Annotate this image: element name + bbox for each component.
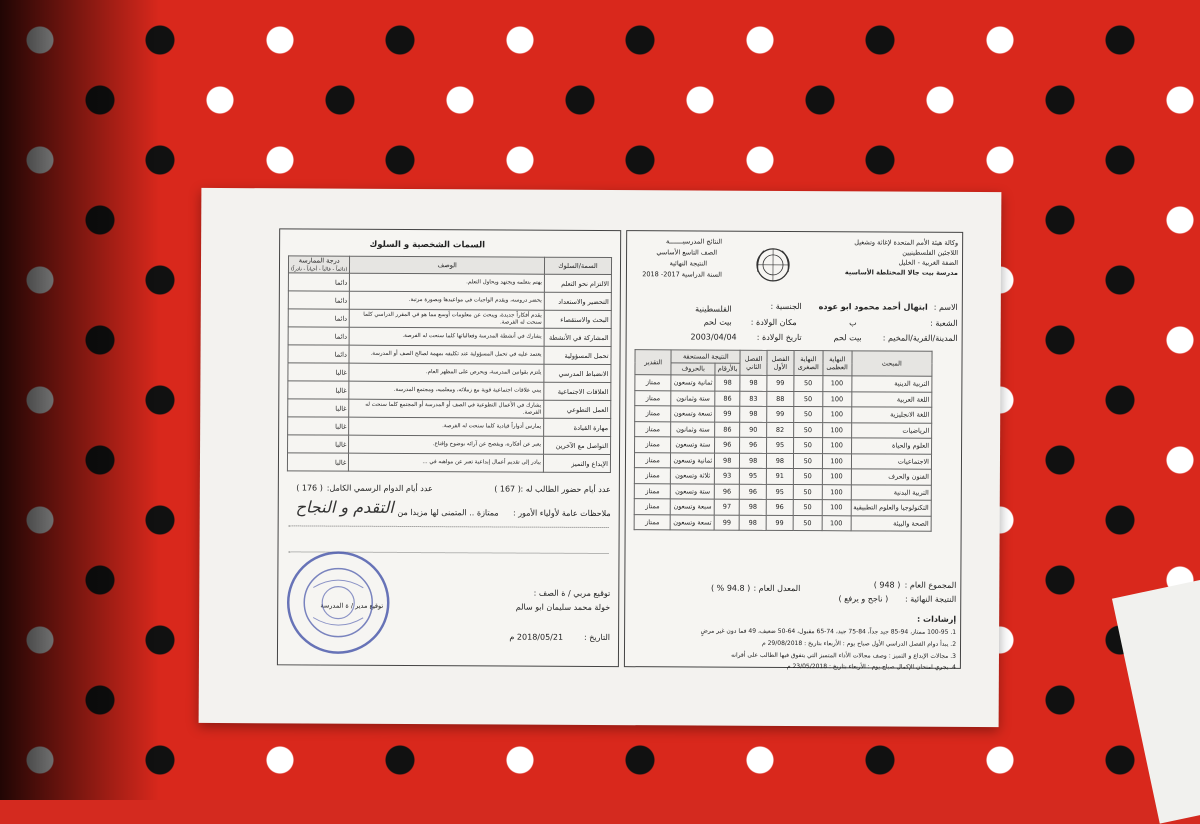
trait-name: الالتزام نحو التعلم [544, 274, 611, 292]
grade-cell-sem1: 99 [767, 375, 794, 391]
grade-cell-max: 100 [823, 376, 852, 392]
grade-cell-letters: ثلاثة وتسعون [671, 468, 715, 484]
traits-row [288, 345, 611, 365]
grade-cell-rating: ممتاز [635, 390, 671, 406]
grade-cell-subject: الرياضيات [851, 422, 932, 438]
trait-name: التحضير والاستعداد [544, 292, 611, 310]
average-label: المعدل العام : [753, 584, 800, 593]
grade-cell-numbers: 98 [715, 453, 740, 469]
grade-cell-letters: تسعة وتسعون [671, 406, 715, 422]
grades-header-numbers: بالأرقام [715, 363, 740, 376]
nationality-label: الجنسية : [770, 302, 801, 311]
grades-row [635, 375, 932, 392]
trait-practice: غالبا [287, 453, 348, 471]
grade-cell-sem2: 98 [740, 453, 767, 469]
grade-cell-min: 50 [793, 438, 822, 454]
dark-edge-shadow [0, 0, 160, 800]
trait-description: يشارك في أنشطة المدرسة وفعالياتها كلما سنحت له الفرصة. [349, 327, 544, 346]
grade-level: الصف التاسع الأساسي [656, 248, 717, 256]
grade-cell-rating: ممتاز [635, 421, 671, 437]
traits-row [288, 435, 611, 455]
results-title: النتائج المدرسيـــــــة [666, 237, 722, 245]
grade-cell-numbers: 96 [715, 484, 740, 500]
teacher-signature-label: توقيع مربي / ة الصف : [534, 589, 611, 598]
grade-cell-max: 100 [822, 500, 851, 516]
grades-header-sem2: الفصل الثاني [740, 350, 767, 375]
grades-header-letters: بالحروف [671, 362, 715, 375]
results-panel [624, 230, 963, 669]
grade-cell-rating: ممتاز [634, 499, 670, 515]
grade-cell-max: 100 [822, 484, 851, 500]
grade-cell-sem2: 98 [739, 499, 766, 515]
trait-description: يحضر دروسه، ويقدم الواجبات في مواعيدها وبصورة مرتبة. [350, 291, 545, 310]
trait-description: يعبر عن أفكاره، ويفصح عن آرائه بوضوح وإقناع. [349, 435, 544, 454]
grade-cell-numbers: 99 [715, 406, 740, 422]
remarks-line [289, 525, 609, 528]
birthplace-label: مكان الولادة : [751, 318, 797, 327]
grade-cell-subject: اللغة العربية [851, 391, 932, 407]
traits-row [288, 309, 611, 329]
section-value: ب [849, 318, 857, 327]
trait-description: يقدم أفكاراً جديدة، ويبحث عن معلومات أوسع مما هو في المقرر الدراسي كلما سنحت له الفرصة. [350, 309, 545, 328]
grade-cell-sem2: 98 [739, 515, 766, 531]
grade-cell-min: 50 [793, 422, 822, 438]
grades-row [634, 483, 931, 500]
traits-row [288, 399, 611, 419]
traits-header-desc: الوصف [350, 256, 545, 274]
grade-cell-subject: الصحة والبيئة [851, 515, 932, 531]
un-emblem-icon [754, 246, 792, 284]
city-label: المدينة/القرية/المخيم : [883, 333, 958, 342]
traits-row [288, 327, 611, 347]
grades-header-result: النتيجة المستحقة [671, 350, 740, 363]
grade-cell-sem2: 98 [740, 375, 767, 391]
traits-header-practice: درجة الممارسة (دائماً - غالباً - أحياناً - نادراً) [288, 256, 349, 273]
grade-cell-sem2: 90 [740, 422, 767, 438]
traits-row [287, 453, 610, 473]
region-name: الضفة الغربية - الخليل [898, 259, 958, 267]
grade-cell-sem1: 95 [766, 484, 793, 500]
grade-cell-rating: ممتاز [634, 468, 670, 484]
grade-cell-sem2: 95 [740, 468, 767, 484]
grade-cell-sem1: 95 [767, 437, 794, 453]
grade-cell-numbers: 96 [715, 437, 740, 453]
trait-name: العلاقات الاجتماعية [544, 382, 611, 400]
grade-cell-max: 100 [822, 422, 851, 438]
trait-description: يبني علاقات اجتماعية قوية مع زملائه، ومعلميه، ومجتمع المدرسة. [349, 381, 544, 400]
grade-cell-sem1: 96 [766, 499, 793, 515]
grade-cell-sem2: 83 [740, 391, 767, 407]
notes-title: إرشادات : [917, 615, 956, 624]
grade-cell-rating: ممتاز [635, 375, 671, 391]
grade-cell-min: 50 [793, 469, 822, 485]
note-3: 3. مجالات الإبداع و التميز : وصف مجالات الأداء المتميز التي يتفوق فيها الطالب على أقرانه [731, 652, 956, 660]
grade-cell-rating: ممتاز [634, 452, 670, 468]
grade-cell-rating: ممتاز [635, 437, 671, 453]
official-days-label: عدد أيام الدوام الرسمي الكامل: [327, 484, 433, 494]
grade-cell-sem1: 88 [767, 391, 794, 407]
grade-cell-subject: التربية الدينية [851, 376, 932, 392]
name-label: الاسم : [934, 303, 958, 312]
grade-cell-min: 50 [793, 484, 822, 500]
grade-cell-numbers: 93 [715, 468, 740, 484]
final-result-label: النتيجة النهائية : [905, 595, 956, 604]
grade-cell-letters: ستة وثمانون [671, 390, 715, 406]
traits-row [288, 273, 611, 293]
trait-name: البحث والاستقصاء [544, 310, 611, 328]
school-stamp [283, 547, 394, 658]
trait-practice: دائما [288, 345, 349, 363]
trait-description: يشارك في الأعمال التطوعية في الصف أو المدرسة أو المجتمع كلما سنحت له الفرصة. [349, 399, 544, 418]
trait-description: يمارس أدواراً قيادية كلما سنحت له الفرصة. [349, 417, 544, 436]
birthplace-value: بيت لحم [704, 318, 732, 327]
school-name: مدرسة بيت جالا المختلطة الأساسية [845, 268, 958, 277]
grade-cell-letters: ستة وتسعون [671, 437, 715, 453]
date-label: التاريخ : [584, 633, 610, 642]
grades-row [635, 437, 932, 454]
teacher-name: خولة محمد سليمان ابو سالم [516, 603, 610, 612]
traits-row [288, 363, 611, 383]
remarks-text: ممتازة .. المتمنى لها مزيدا من [397, 508, 498, 518]
traits-header-trait: السمة/السلوك [544, 257, 611, 274]
grade-cell-min: 50 [793, 515, 822, 531]
grade-cell-min: 50 [794, 407, 823, 423]
total-label: المجموع العام : [905, 581, 957, 590]
final-result-value: ( ناجح و يرفع ) [838, 594, 888, 603]
average-value: ( 94.8 % ) [711, 584, 750, 593]
grade-cell-sem1: 99 [767, 406, 794, 422]
trait-description: يلتزم بقوانين المدرسة، ويحرص على المظهر العام. [349, 363, 544, 382]
date-value: 2018/05/21 م [509, 633, 563, 642]
grade-cell-letters: ثمانية وتسعون [671, 452, 715, 468]
grade-cell-sem2: 96 [740, 437, 767, 453]
traits-row [288, 417, 611, 437]
trait-practice: غالبا [288, 381, 349, 399]
total-value: ( 948 ) [874, 580, 901, 589]
grades-row [634, 452, 931, 469]
grades-row [635, 406, 932, 423]
grade-cell-sem1: 91 [766, 468, 793, 484]
grade-cell-letters: تسعة وتسعون [670, 514, 714, 530]
grade-cell-max: 100 [822, 469, 851, 485]
grade-cell-numbers: 86 [715, 422, 740, 438]
grade-cell-sem2: 98 [740, 406, 767, 422]
grade-cell-max: 100 [822, 515, 851, 531]
trait-name: الإبداع والتميز [543, 454, 610, 472]
grade-cell-subject: اللغة الانجليزية [851, 407, 932, 423]
grade-cell-numbers: 99 [714, 515, 739, 531]
handwritten-remark: التقدم و النجاح [296, 497, 394, 517]
grade-cell-letters: ثمانية وتسعون [671, 375, 715, 391]
trait-practice: غالبا [288, 435, 349, 453]
final-result-title: النتيجة النهائية [670, 259, 707, 267]
trait-name: العمل التطوعي [544, 400, 611, 418]
grade-cell-min: 50 [793, 500, 822, 516]
trait-practice: دائما [288, 273, 349, 291]
grades-header-subject: المبحث [851, 351, 932, 376]
grades-row [635, 421, 932, 438]
trait-description: يبادر إلى تقديم أعمال إبداعية تعبر عن مواهبه في ... [349, 453, 544, 472]
trait-name: الانضباط المدرسي [544, 364, 611, 382]
grades-header-min: النهاية الصغرى [794, 351, 823, 376]
grade-cell-max: 100 [822, 391, 851, 407]
grade-cell-subject: التربية البدنية [851, 484, 932, 500]
trait-description: يعتمد عليه في تحمل المسؤولية عند تكليفه بمهمة لصالح الصف أو المدرسة. [349, 345, 544, 364]
grades-row [634, 499, 931, 516]
grade-cell-max: 100 [822, 407, 851, 423]
grade-cell-min: 50 [794, 376, 823, 392]
grade-cell-min: 50 [794, 391, 823, 407]
grades-header-rating: التقدير [635, 350, 671, 375]
grade-cell-subject: الاجتماعيات [851, 453, 932, 469]
traits-panel [277, 228, 621, 667]
trait-practice: غالبا [288, 399, 349, 417]
agency-name: وكالة هيئة الأمم المتحدة لإغاثة وتشغيل [854, 238, 958, 247]
agency-name-2: اللاجئين الفلسطينيين [902, 249, 958, 257]
grade-cell-sem1: 99 [766, 515, 793, 531]
grade-cell-sem1: 82 [767, 422, 794, 438]
trait-name: التواصل مع الآخرين [544, 436, 611, 454]
grade-cell-sem2: 96 [740, 484, 767, 500]
trait-description: يهتم بتعلمه ويجتهد ويحاول التعلم. [350, 273, 545, 292]
grade-cell-subject: الفنون والحرف [851, 469, 932, 485]
trait-practice: غالبا [288, 363, 349, 381]
attendance-value: ( 167 ) [494, 484, 521, 493]
grade-cell-max: 100 [822, 438, 851, 454]
grade-cell-subject: التكنولوجيا والعلوم التطبيقية [851, 500, 932, 516]
grade-cell-sem1: 98 [766, 453, 793, 469]
trait-name: مهارة القيادة [544, 418, 611, 436]
grades-header-max: النهاية العظمى [823, 351, 852, 376]
trait-practice: دائما [288, 309, 349, 327]
city-value: بيت لحم [834, 333, 862, 342]
grade-cell-rating: ممتاز [634, 514, 670, 530]
trait-name: تحمل المسؤولية [544, 346, 611, 364]
grade-cell-rating: ممتاز [635, 406, 671, 422]
grade-cell-rating: ممتاز [634, 483, 670, 499]
trait-practice: دائما [288, 327, 349, 345]
trait-practice: غالبا [288, 417, 349, 435]
note-4: 4. يجري امتحان الإكمال صباح يوم : الأربعاء بتاريخ : 23/05/2018 م [787, 663, 956, 671]
grade-cell-max: 100 [822, 453, 851, 469]
grades-row [634, 468, 931, 485]
traits-title: السمات الشخصية و السلوك [370, 240, 486, 251]
official-days-value: ( 176 ) [296, 483, 323, 492]
grade-cell-subject: العلوم والحياة [851, 438, 932, 454]
traits-row [288, 381, 611, 401]
grade-cell-numbers: 98 [715, 375, 740, 391]
trait-practice: دائما [288, 291, 349, 309]
dob-label: تاريخ الولادة : [757, 333, 802, 342]
trait-name: المشاركة في الأنشطة [544, 328, 611, 346]
academic-year: السنة الدراسية 2017- 2018 [642, 270, 722, 278]
remarks-label: ملاحظات عامة لأولياء الأمور : [513, 509, 611, 519]
principal-signature-label: توقيع مدير / ة المدرسة [320, 602, 383, 610]
grades-row [634, 514, 931, 531]
grade-cell-letters: ستة وثمانون [671, 421, 715, 437]
grade-cell-letters: سبعة وتسعون [671, 499, 715, 515]
grade-cell-min: 50 [793, 453, 822, 469]
grade-cell-numbers: 86 [715, 391, 740, 407]
report-card-paper [199, 188, 1002, 727]
attendance-label: عدد أيام حضور الطالب له : [520, 485, 610, 494]
student-name: ابتهال أحمد محمود ابو عوده [819, 302, 928, 312]
traits-row [288, 291, 611, 311]
grades-header-sem1: الفصل الأول [767, 350, 794, 375]
note-1: 1. 100-95 ممتاز، 94-85 جيد جداً، 84-75 جيد، 74-65 مقبول، 64-50 ضعيف، 49 فما دون غير مرضٍ [701, 628, 957, 636]
grades-row [635, 390, 932, 407]
traits-table [287, 255, 612, 473]
note-2: 2. يبدأ دوام الفصل الدراسي الأول صباح يوم : الأربعاء بتاريخ : 29/08/2018 م [762, 640, 956, 648]
grade-cell-numbers: 97 [714, 499, 739, 515]
nationality-value: الفلسطينية [695, 304, 732, 313]
dob-value: 2003/04/04 [690, 332, 736, 341]
section-label: الشعبة : [930, 319, 958, 328]
grade-cell-letters: ستة وتسعون [671, 483, 715, 499]
grades-table [634, 349, 933, 532]
